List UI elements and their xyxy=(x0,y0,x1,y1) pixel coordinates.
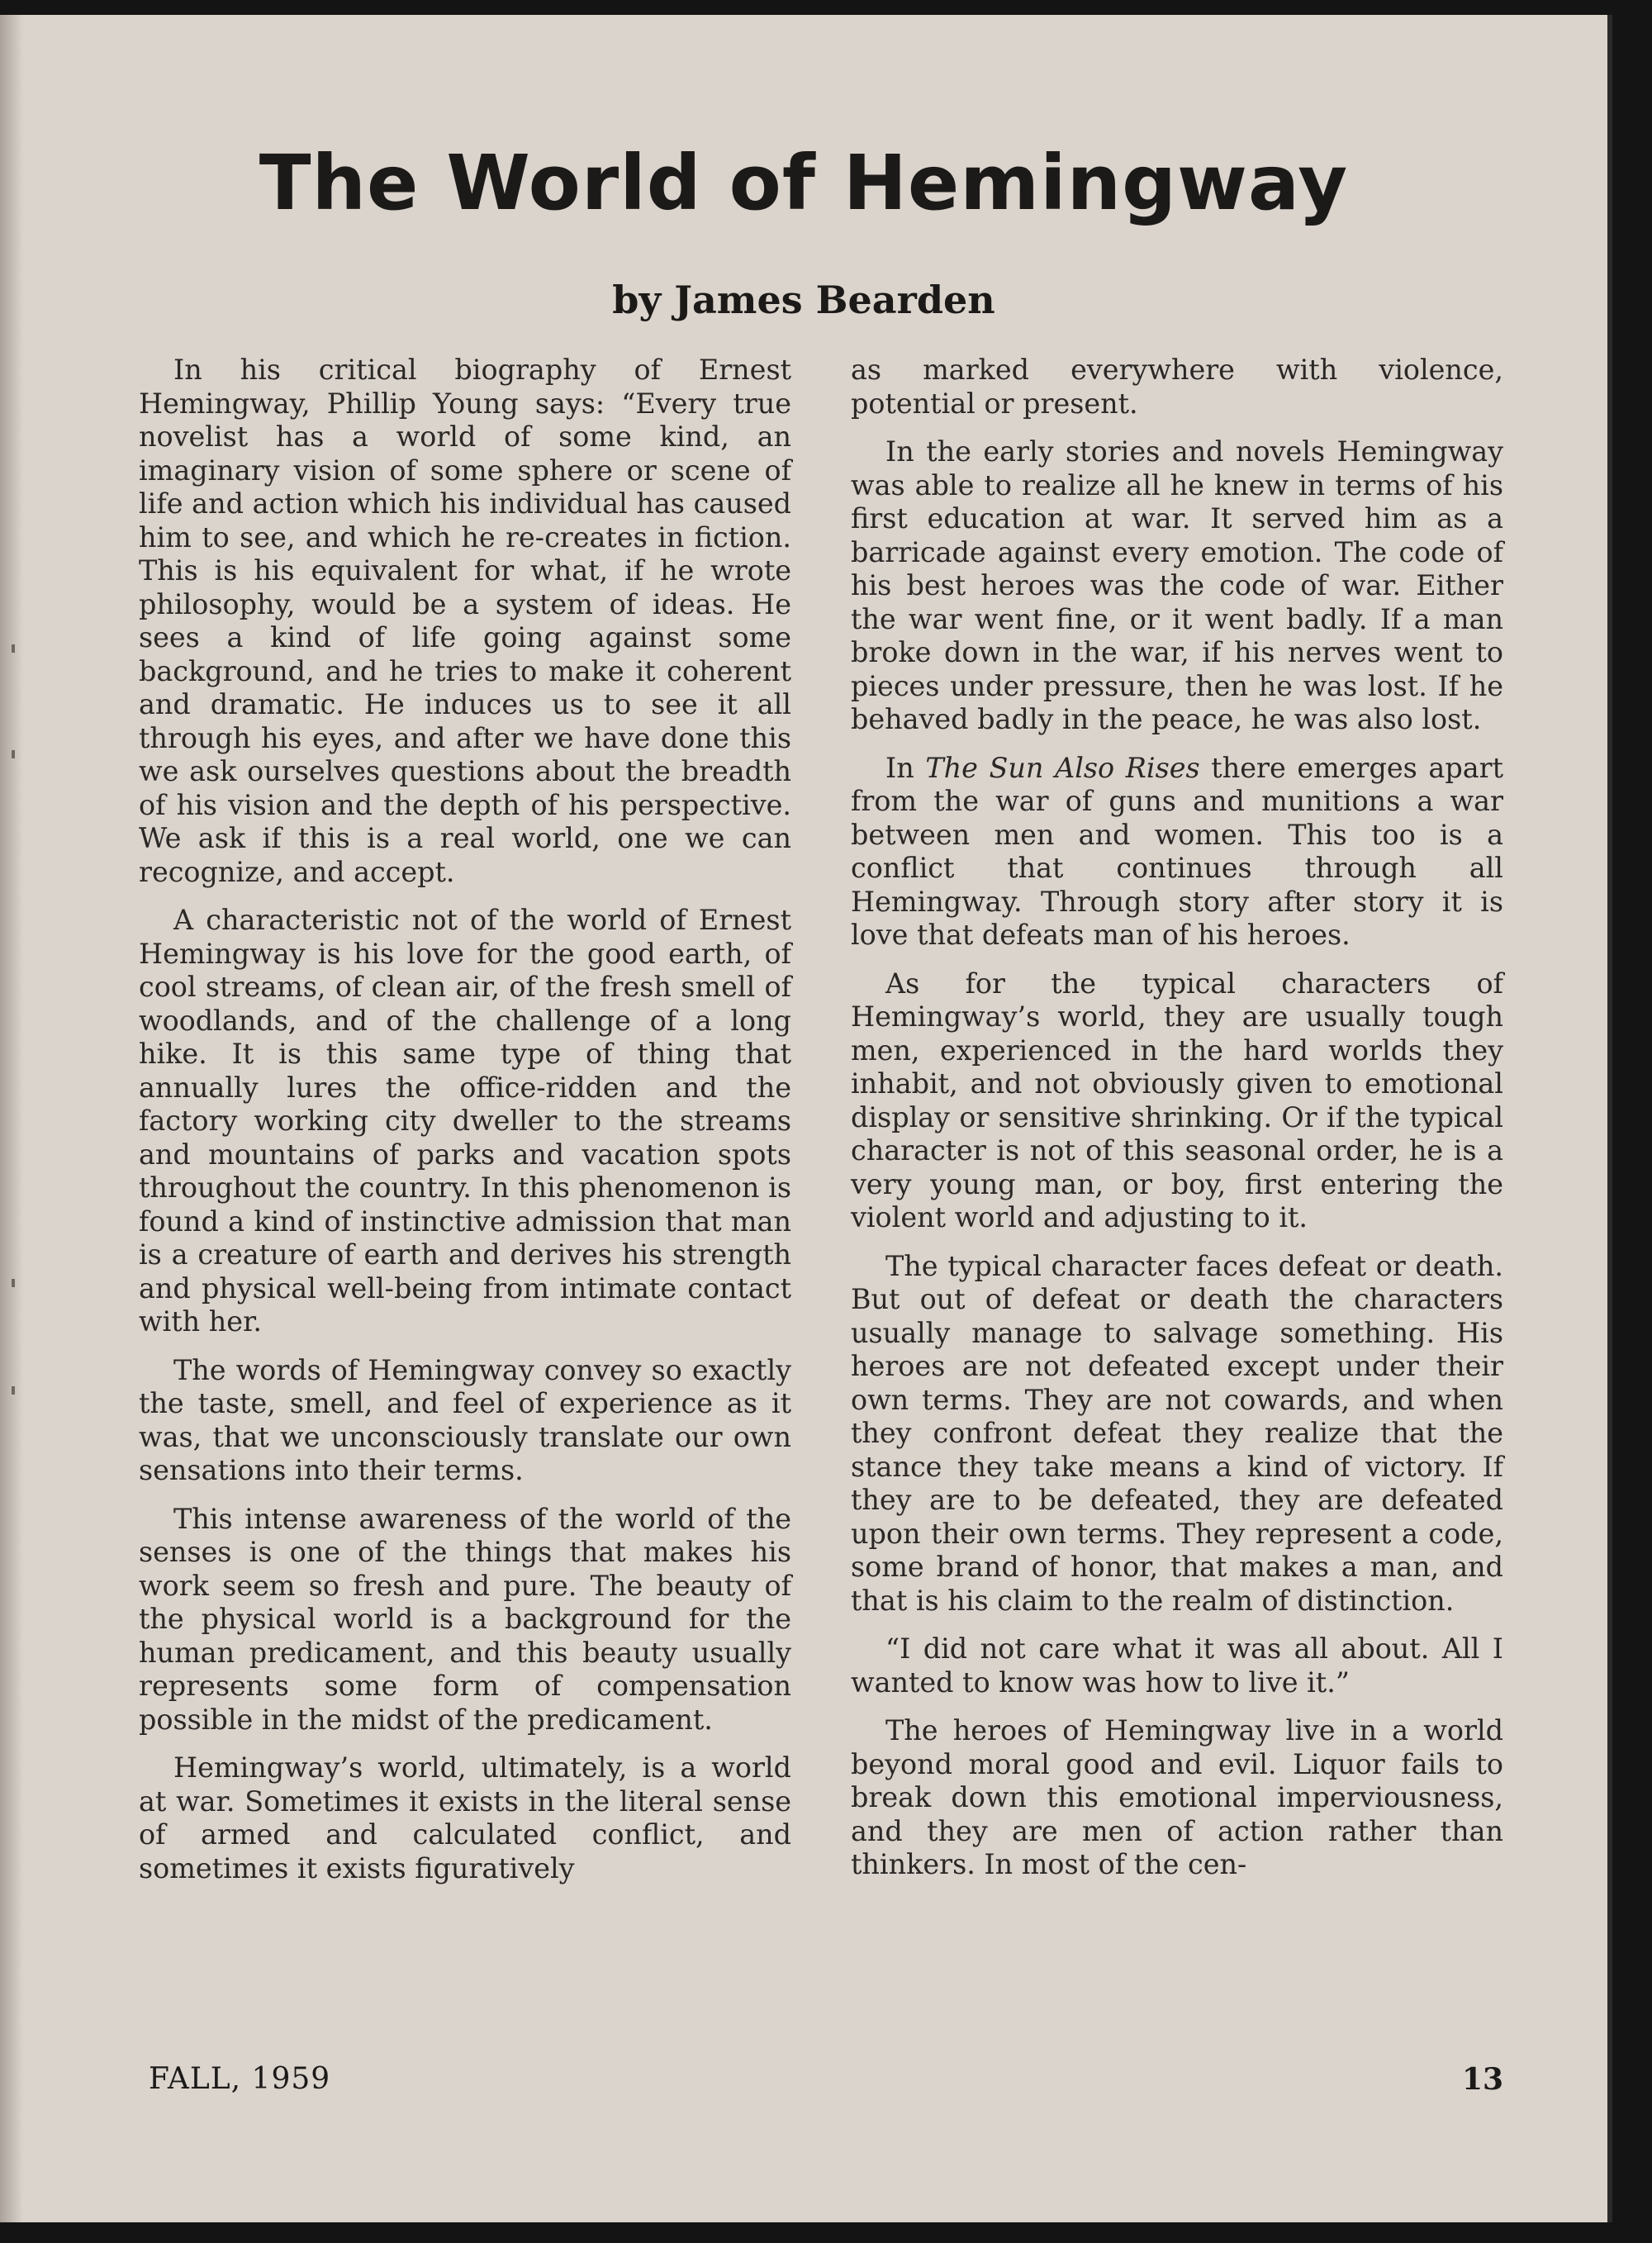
paragraph-text: there emerges apart from the war of guns and munitions a war between men and women. This too is a conflict that continues through all Hemingway. Through story after story it is love that defeats man of his heroes. xyxy=(851,751,1503,951)
paragraph: In the early stories and novels Hemingway was able to realize all he knew in terms of his first education at war. It served him as a barricade against every emotion. The code of his best heroes was the code of war. Either the war went fine, or it went badly. If a man broke down in the war, if his nerves went to pieces under pressure, then he was lost. If he behaved badly in the peace, he was also lost. xyxy=(851,435,1503,735)
magazine-page xyxy=(0,15,1612,2222)
right-column xyxy=(851,354,1503,1897)
article-title: The World of Hemingway xyxy=(259,139,1349,227)
book-title: The Sun Also Rises xyxy=(925,751,1200,784)
article-byline: by James Bearden xyxy=(612,278,995,322)
paragraph-text: In xyxy=(885,751,926,784)
paragraph: A characteristic not of the world of Ernest Hemingway is his love for the good earth, of cool streams, of clean air, of the fresh smell of woodlands, and of the challenge of a long hike. It is this same type of thing that annually lures the office-ridden and the factory working city dweller to the streams and mountains of parks and vacation spots throughout the country. In this phenomenon is found a kind of instinctive admission that man is a creature of earth and derives his strength and physical well-being from intimate contact with her. xyxy=(139,904,791,1338)
margin-mark xyxy=(12,1279,15,1287)
binding-shadow xyxy=(0,15,23,2222)
paragraph: The heroes of Hemingway live in a world beyond moral good and evil. Liquor fails to break down this emotional imperviousness, and they are men of action rather than thinkers. In most of the cen- xyxy=(851,1714,1503,1880)
paragraph xyxy=(851,752,1503,953)
paragraph: As for the typical characters of Hemingway’s world, they are usually tough men, experienced in the hard worlds they inhabit, and not obviously given to emotional display or sensitive shrinking. Or if the typical character is not of this seasonal order, he is a very young man, or boy, first entering the violent world and adjusting to it. xyxy=(851,967,1503,1233)
margin-mark xyxy=(12,750,15,758)
issue-date: FALL, 1959 xyxy=(149,2062,331,2096)
page-number: 13 xyxy=(1462,2062,1504,2097)
paragraph: The words of Hemingway convey so exactly the taste, smell, and feel of experience as it was, that we unconsciously translate our own sensations into their terms. xyxy=(139,1353,791,1486)
margin-mark xyxy=(12,1386,15,1395)
paragraph: This intense awareness of the world of the senses is one of the things that makes his work seem so fresh and pure. The beauty of the physical world is a background for the human predicament, and this beauty usually represents some form of compensation possible in the midst of the predicament. xyxy=(139,1502,791,1736)
paragraph: The typical character faces defeat or death. But out of defeat or death the characters usually manage to salvage something. His heroes are not defeated except under their own terms. They are not cowards, and when they confront defeat they realize that the stance they take means a kind of victory. If they are to be defeated, they are defeated upon their own terms. They represent a code, some brand of honor, that makes a man, and that is his claim to the realm of distinction. xyxy=(851,1249,1503,1617)
margin-mark xyxy=(12,644,15,653)
paragraph: Hemingway’s world, ultimately, is a world at war. Sometimes it exists in the literal sense of armed and calculated conflict, and sometimes it exists figuratively xyxy=(139,1751,791,1884)
left-column xyxy=(139,354,791,1900)
quote-paragraph: “I did not care what it was all about. All I wanted to know was how to live it.” xyxy=(851,1632,1503,1699)
paragraph-continued: as marked everywhere with violence, potential or present. xyxy=(851,354,1503,420)
paragraph: In his critical biography of Ernest Hemingway, Phillip Young says: “Every true novelist has a world of some kind, an imaginary vision of some sphere or scene of life and action which his individual has caused him to see, and which he re-creates in fiction. This is his equivalent for what, if he wrote philosophy, would be a system of ideas. He sees a kind of life going against some background, and he tries to make it coherent and dramatic. He induces us to see it all through his eyes, and after we have done this we ask ourselves questions about the breadth of his vision and the depth of his perspective. We ask if this is a real world, one we can recognize, and accept. xyxy=(139,354,791,888)
